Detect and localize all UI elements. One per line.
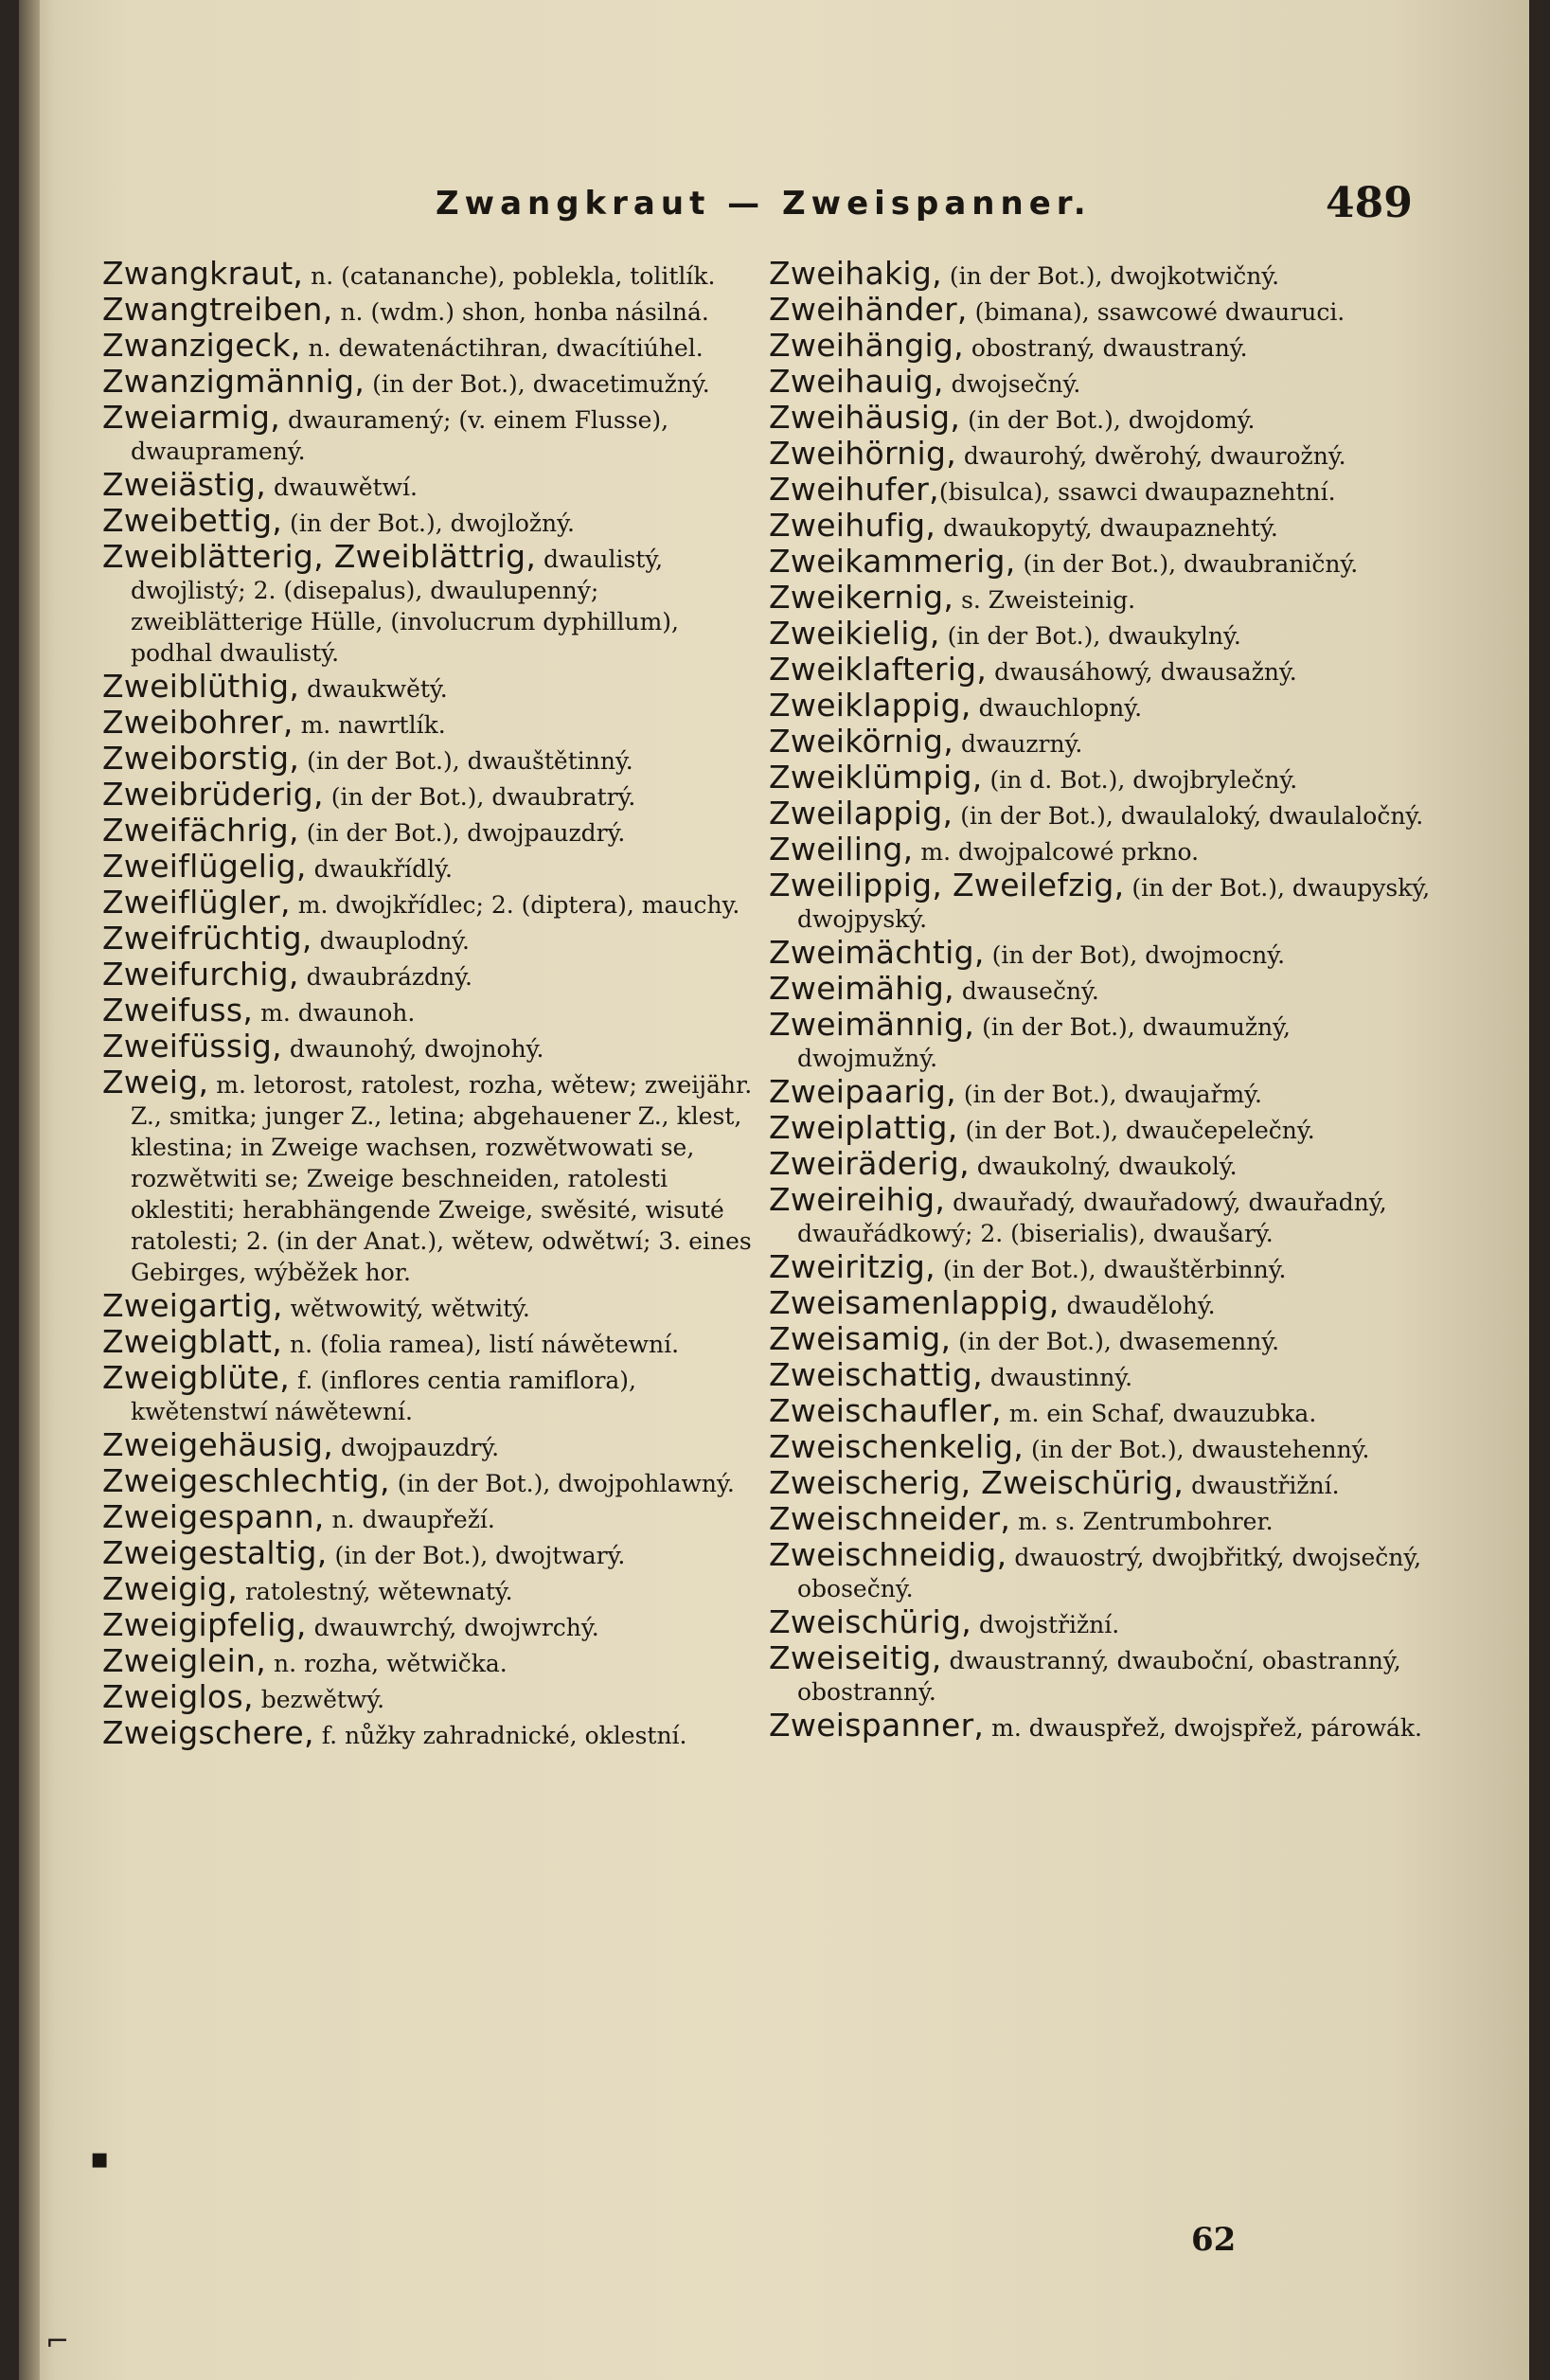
entry-definition: dwauplodný. (312, 927, 470, 955)
entry-headword: Zweig, (102, 1064, 209, 1101)
entry-definition: dwaulistý, dwojlistý; 2. (disepalus), dwaulupenný; zweiblätterige Hülle, (involucrum dyphillum), podhal dwaulistý. (131, 546, 679, 667)
entry-headword: Zweiflügelig, (102, 848, 307, 885)
entry-definition: m. dwojkřídlec; 2. (diptera), mauchy. (290, 891, 740, 919)
dictionary-entry (769, 579, 1432, 616)
entry-headword: Zwanzigmännig, (102, 363, 365, 400)
dictionary-entry (102, 1498, 765, 1535)
dictionary-entry (769, 291, 1432, 328)
entry-definition: (in der Bot.), dwaumužný, dwojmužný. (797, 1013, 1291, 1072)
margin-mark: ▪ (90, 2142, 110, 2175)
entry-definition: n. dewatenáctihran, dwacítiúhel. (300, 334, 704, 362)
entry-definition: m. dwaunoh. (253, 999, 416, 1027)
entry-definition: (in d. Bot.), dwojbrylečný. (982, 766, 1298, 794)
entry-headword: Zweiklümpig, (769, 759, 983, 796)
dictionary-entry (102, 994, 765, 1029)
entry-definition: m. letorost, ratolest, rozha, wětew; zweijähr. Z., smitka; junger Z., letina; abgehauener Z., klest, klestina; in Zweige wachsen, rozwětwowati se, rozwětwiti se; Zweige beschneiden, ratolesti oklestiti; herabhängende Zweige, swěsité, wisuté ratolesti; 2. (in der Anat.), wětew, odwětwí; 3. eines Gebirges, wýběžek hor. (131, 1071, 753, 1286)
dictionary-entry (769, 833, 1432, 868)
dictionary-entry (769, 507, 1432, 544)
entry-definition: dwauzrný. (953, 730, 1083, 758)
entry-headword: Zweispanner, (769, 1707, 985, 1744)
dictionary-entry (102, 538, 765, 669)
entry-definition: m. ein Schaf, dwauzubka. (1001, 1400, 1317, 1427)
entry-headword: Zweibohrer, (102, 704, 294, 741)
entry-headword: Zweilippig, Zweilefzig, (769, 867, 1125, 904)
entry-headword: Zweisamenlappig, (769, 1284, 1060, 1321)
dictionary-entry (102, 1606, 765, 1643)
entry-headword: Zweischneider, (769, 1500, 1011, 1537)
dictionary-entry (102, 502, 765, 539)
entry-definition: (in der Bot.), dwojložný. (282, 510, 575, 537)
entry-headword: Zweiblätterig, Zweiblättrig, (102, 538, 537, 575)
entry-headword: Zweischattig, (769, 1356, 983, 1393)
entry-headword: Zweifächrig, (102, 812, 299, 849)
entry-definition: dwauwrchý, dwojwrchý. (306, 1614, 599, 1641)
entry-definition: (in der Bot.), dwojkotwičný. (941, 262, 1280, 290)
entry-definition: (in der Bot.), dwojpohlawný. (389, 1470, 735, 1497)
entry-definition: s. Zweisteinig. (953, 586, 1136, 614)
dictionary-entry (769, 1006, 1432, 1074)
dictionary-entry (102, 1462, 765, 1499)
dictionary-entry (102, 886, 765, 921)
dictionary-entry (102, 1714, 765, 1751)
entry-definition: dwaubrázdný. (298, 963, 472, 991)
dictionary-entry (102, 668, 765, 705)
entry-headword: Zweihänder, (769, 291, 968, 328)
dictionary-entry (102, 1323, 765, 1360)
entry-definition: wětwowitý, wětwitý. (282, 1295, 530, 1322)
dictionary-entry (769, 970, 1432, 1007)
running-head: Zwangkraut — Zweispanner. (436, 185, 1092, 223)
page-number: 489 (1326, 179, 1413, 227)
dictionary-entry (769, 435, 1432, 472)
entry-definition: obostraný, dwaustraný. (963, 334, 1248, 362)
entry-definition: m. nawrtlík. (293, 711, 446, 739)
entry-headword: Zweiästig, (102, 466, 267, 503)
dictionary-entry (769, 761, 1432, 796)
dictionary-entry (769, 689, 1432, 724)
entry-headword: Zweiblüthig, (102, 668, 300, 705)
entry-headword: Zweimännig, (769, 1006, 975, 1043)
dictionary-entry (769, 1320, 1432, 1357)
entry-headword: Zweikörnig, (769, 723, 953, 760)
entry-headword: Zweilappig, (769, 795, 953, 832)
entry-headword: Zweiseitig, (769, 1639, 942, 1676)
dictionary-entry (102, 327, 765, 364)
dictionary-entry (769, 869, 1432, 935)
entry-headword: Zweigartig, (102, 1287, 283, 1324)
entry-headword: Zweiklafterig, (769, 651, 988, 688)
dictionary-entry (769, 1248, 1432, 1285)
dictionary-entry (102, 466, 765, 503)
dictionary-entry (769, 1603, 1432, 1640)
dictionary-entry (769, 255, 1432, 292)
entry-definition: n. rozha, wětwička. (266, 1650, 508, 1677)
entry-definition: m. dwauspřež, dwojspřež, párowák. (984, 1714, 1422, 1742)
entry-headword: Zweigipfelig, (102, 1606, 307, 1643)
dictionary-entry (769, 653, 1432, 688)
entry-headword: Zweischerig, Zweischürig, (769, 1464, 1185, 1501)
entry-headword: Zweireihig, (769, 1181, 946, 1218)
dictionary-entry (769, 1464, 1432, 1501)
entry-headword: Zweigig, (102, 1570, 239, 1607)
entry-headword: Zweifuss, (102, 992, 254, 1029)
entry-definition: (in der Bot.), dwacetimužný. (365, 370, 710, 398)
entry-headword: Zweiplattig, (769, 1109, 958, 1146)
dictionary-entry (102, 1534, 765, 1571)
entry-headword: Zweischürig, (769, 1603, 972, 1640)
entry-definition: dwaukwětý. (299, 675, 448, 703)
dictionary-entry (769, 1500, 1432, 1537)
dictionary-entry (102, 1066, 765, 1288)
entry-headword: Zweigblatt, (102, 1323, 283, 1360)
entry-definition: n. (catananche), poblekla, tolitlík. (303, 262, 716, 290)
dictionary-entry (769, 797, 1432, 832)
entry-definition: (in der Bot.), dwojdomý. (960, 406, 1256, 434)
dictionary-entry (769, 363, 1432, 400)
entry-definition: dwauostrý, dwojbřitký, dwojsečný, obosečný. (797, 1544, 1422, 1602)
entry-definition: dwojpauzdrý. (333, 1434, 500, 1461)
dictionary-entry (769, 1181, 1432, 1249)
dictionary-entry (102, 850, 765, 885)
entry-headword: Zweihufer, (769, 471, 939, 508)
entry-headword: Zweigestaltig, (102, 1534, 328, 1571)
entry-headword: Zweihauig, (769, 363, 944, 400)
entry-definition: (in der Bot.), dwaubratrý. (323, 783, 636, 811)
entry-definition: (in der Bot.), dwaupyský, dwojpyský. (797, 874, 1431, 933)
dictionary-entry (769, 1145, 1432, 1182)
dictionary-entry (769, 327, 1432, 364)
entry-headword: Zweihakig, (769, 255, 942, 292)
entry-headword: Zweigschere, (102, 1714, 314, 1751)
entry-definition: dwojstřižní. (971, 1611, 1120, 1638)
entry-definition: dwaukopytý, dwaupaznehtý. (935, 514, 1278, 542)
entry-headword: Zweimächtig, (769, 934, 985, 971)
entry-headword: Zweihufig, (769, 507, 936, 544)
entry-definition: bezwětwý. (253, 1686, 385, 1713)
entry-definition: (in der Bot), dwojmocný. (984, 941, 1286, 969)
entry-headword: Zweikielig, (769, 615, 940, 652)
entry-definition: dwojsečný. (943, 370, 1081, 398)
dictionary-entry (102, 363, 765, 400)
dictionary-entry (102, 1642, 765, 1679)
dictionary-entry (769, 543, 1432, 580)
dictionary-entry (102, 291, 765, 328)
dictionary-entry (102, 255, 765, 292)
entry-definition: (in der Bot.), dwaulaloký, dwaulaločný. (953, 802, 1424, 830)
entry-definition: (in der Bot.), dwojtwarý. (327, 1542, 626, 1569)
dictionary-entry (102, 1678, 765, 1715)
entry-definition: dwaurohý, dwěrohý, dwaurožný. (955, 442, 1346, 470)
entry-headword: Zweiling, (769, 831, 914, 868)
entry-definition: dwaukolný, dwaukolý. (969, 1153, 1238, 1180)
entry-headword: Zweiflügler, (102, 884, 291, 921)
entry-definition: ratolestný, wětewnatý. (238, 1578, 513, 1605)
dictionary-entry (102, 740, 765, 777)
entry-definition: dwaustřižní. (1184, 1472, 1340, 1499)
dictionary-entry (769, 1709, 1432, 1744)
entry-headword: Zweifüssig, (102, 1028, 282, 1065)
entry-definition: f. nůžky zahradnické, oklestní. (313, 1722, 687, 1749)
entry-headword: Zweigeschlechtig, (102, 1462, 390, 1499)
entry-definition: (in der Bot.), dwauštěrbinný. (935, 1256, 1287, 1283)
entry-headword: Zweibettig, (102, 502, 283, 539)
entry-definition: dwaustinný. (982, 1364, 1133, 1391)
dictionary-entry (769, 1356, 1432, 1393)
entry-headword: Zweischenkelig, (769, 1428, 1024, 1465)
entry-headword: Zweifurchig, (102, 956, 299, 993)
entry-headword: Zweigehäusig, (102, 1426, 334, 1463)
entry-definition: (in der Bot.), dwojpauzdrý. (298, 819, 626, 847)
entry-headword: Zwanzigeck, (102, 327, 301, 364)
dictionary-entry (102, 1359, 765, 1427)
entry-definition: dwauchlopný. (971, 694, 1143, 722)
dictionary-entry (102, 814, 765, 849)
entry-definition: n. (wdm.) shon, honba násilná. (332, 298, 709, 326)
dictionary-entry (769, 1536, 1432, 1604)
entry-definition: (in der Bot.), dwaubraničný. (1015, 550, 1359, 578)
dictionary-entry (769, 399, 1432, 436)
entry-headword: Zweikammerig, (769, 543, 1016, 580)
entry-definition: dwaunohý, dwojnohý. (281, 1035, 544, 1063)
dictionary-entry (102, 1570, 765, 1607)
entry-definition: dwauramený; (v. einem Flusse), dwaupramený. (131, 406, 669, 465)
left-column (102, 255, 765, 1753)
margin-mark: ⌐ (45, 2325, 70, 2358)
entry-definition: f. (inflores centia ramiflora), kwětenstwí náwětewní. (131, 1367, 637, 1425)
entry-definition: (in der Bot.), dwasemenný. (951, 1328, 1280, 1355)
entry-definition: n. (folia ramea), listí náwětewní. (282, 1331, 680, 1358)
entry-headword: Zweiglein, (102, 1642, 267, 1679)
entry-headword: Zweihäusig, (769, 399, 961, 436)
entry-headword: Zweimähig, (769, 970, 954, 1007)
dictionary-entry (102, 1030, 765, 1065)
entry-definition: (in der Bot.), dwaujařmý. (955, 1081, 1262, 1108)
entry-headword: Zweiräderig, (769, 1145, 970, 1182)
entry-definition: m. dwojpalcowé prkno. (913, 838, 1200, 866)
dictionary-entry (769, 617, 1432, 652)
entry-headword: Zweiglos, (102, 1678, 254, 1715)
dictionary-entry (769, 1639, 1432, 1708)
dictionary-entry (102, 922, 765, 957)
entry-headword: Zweihörnig, (769, 435, 956, 472)
dictionary-entry (102, 704, 765, 741)
entry-definition: (bisulca), ssawci dwaupaznehtní. (938, 478, 1336, 506)
dictionary-entry (769, 1109, 1432, 1146)
dictionary-entry (102, 958, 765, 993)
entry-definition: dwaukřídlý. (306, 855, 453, 883)
dictionary-entry (769, 1428, 1432, 1465)
entry-headword: Zweiklappig, (769, 687, 971, 724)
dictionary-entry (769, 1284, 1432, 1321)
dictionary-entry (102, 778, 765, 813)
entry-headword: Zweisamig, (769, 1320, 952, 1357)
entry-headword: Zweischaufler, (769, 1392, 1002, 1429)
dictionary-entry (102, 1287, 765, 1324)
entry-headword: Zweiritzig, (769, 1248, 935, 1285)
entry-definition: (in der Bot.), dwaustehenný. (1024, 1436, 1370, 1463)
page-header (0, 179, 1550, 232)
entry-definition: dwaudělohý. (1059, 1292, 1216, 1319)
entry-headword: Zwangkraut, (102, 255, 304, 292)
dictionary-entry (769, 1073, 1432, 1110)
entry-definition: dwauwětwí. (266, 474, 418, 501)
entry-definition: (in der Bot.), dwaukylný. (939, 622, 1241, 650)
entry-headword: Zweiarmig, (102, 399, 281, 436)
entry-headword: Zweischneidig, (769, 1536, 1007, 1573)
entry-headword: Zwangtreiben, (102, 291, 333, 328)
entry-definition: (in der Bot.), dwauštětinný. (299, 747, 633, 775)
dictionary-entry (769, 725, 1432, 760)
entry-headword: Zweikernig, (769, 579, 954, 616)
entry-definition: dwauřadý, dwauřadowý, dwauřadný, dwauřádkowý; 2. (biserialis), dwaušarý. (797, 1189, 1387, 1247)
entry-definition: dwausečný. (953, 977, 1099, 1005)
entry-headword: Zweihängig, (769, 327, 964, 364)
dictionary-entry (102, 399, 765, 467)
entry-headword: Zweiborstig, (102, 740, 300, 777)
entry-definition: m. s. Zentrumbohrer. (1010, 1508, 1274, 1535)
entry-headword: Zweigblüte, (102, 1359, 291, 1396)
dictionary-entry (102, 1426, 765, 1463)
entry-headword: Zweibrüderig, (102, 776, 324, 813)
entry-headword: Zweifrüchtig, (102, 920, 312, 957)
entry-definition: dwausáhowý, dwausažný. (987, 658, 1297, 686)
entry-definition: dwaustranný, dwauboční, obastranný, obostranný. (797, 1647, 1401, 1706)
signature-mark: 62 (1191, 2221, 1237, 2259)
dictionary-entry (769, 471, 1432, 508)
page-gutter-shadow (19, 0, 40, 2380)
entry-headword: Zweipaarig, (769, 1073, 956, 1110)
entry-definition: (in der Bot.), dwaučepelečný. (957, 1117, 1315, 1144)
dictionary-entry (769, 1392, 1432, 1429)
right-column (769, 255, 1432, 1745)
entry-definition: n. dwaupřeží. (324, 1506, 495, 1533)
entry-definition: (bimana), ssawcowé dwauruci. (967, 298, 1345, 326)
dictionary-entry (769, 934, 1432, 971)
entry-headword: Zweigespann, (102, 1498, 325, 1535)
